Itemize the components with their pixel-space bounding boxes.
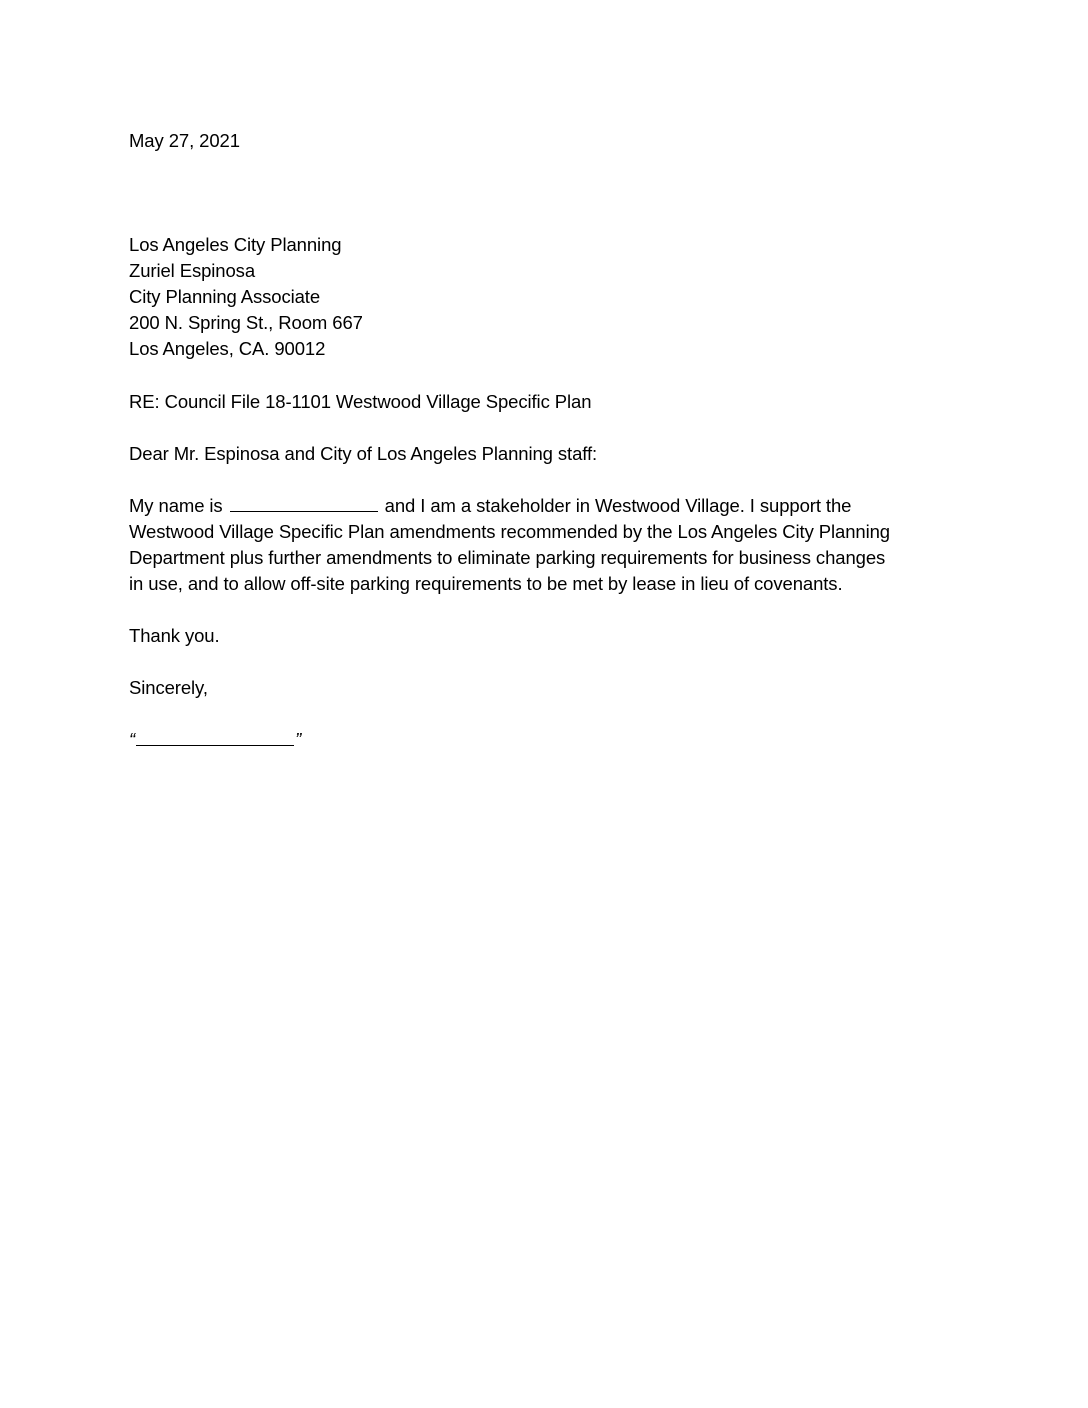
- body-line: in use, and to allow off-site parking requirements to be met by lease in lieu of covenants.: [129, 573, 843, 594]
- letter-date: May 27, 2021: [129, 130, 240, 151]
- address-line: Zuriel Espinosa: [129, 260, 256, 281]
- body-line: Department plus further amendments to eliminate parking requirements for business changes: [129, 547, 886, 568]
- body-line-prefix: My name is: [129, 495, 223, 516]
- body-line-suffix: and I am a stakeholder in Westwood Village. I support the: [384, 495, 852, 516]
- body-paragraph: [129, 493, 890, 597]
- thanks-line: Thank you.: [129, 625, 220, 646]
- signature-close-quote: ”: [295, 729, 302, 750]
- body-line: [129, 493, 890, 519]
- address-line: 200 N. Spring St., Room 667: [129, 312, 363, 333]
- address-line: Los Angeles City Planning: [129, 234, 342, 255]
- name-blank-field[interactable]: [230, 495, 378, 512]
- recipient-address: [129, 232, 363, 362]
- signature-blank-field[interactable]: [136, 729, 294, 746]
- address-line: City Planning Associate: [129, 286, 321, 307]
- address-line: Los Angeles, CA. 90012: [129, 338, 326, 359]
- body-line: Westwood Village Specific Plan amendments recommended by the Los Angeles City Planning: [129, 521, 890, 542]
- closing-line: Sincerely,: [129, 677, 208, 698]
- signature-line: [129, 727, 301, 753]
- salutation: Dear Mr. Espinosa and City of Los Angeles Planning staff:: [129, 443, 598, 464]
- subject-line: RE: Council File 18-1101 Westwood Village Specific Plan: [129, 391, 592, 412]
- signature-open-quote: “: [129, 729, 136, 750]
